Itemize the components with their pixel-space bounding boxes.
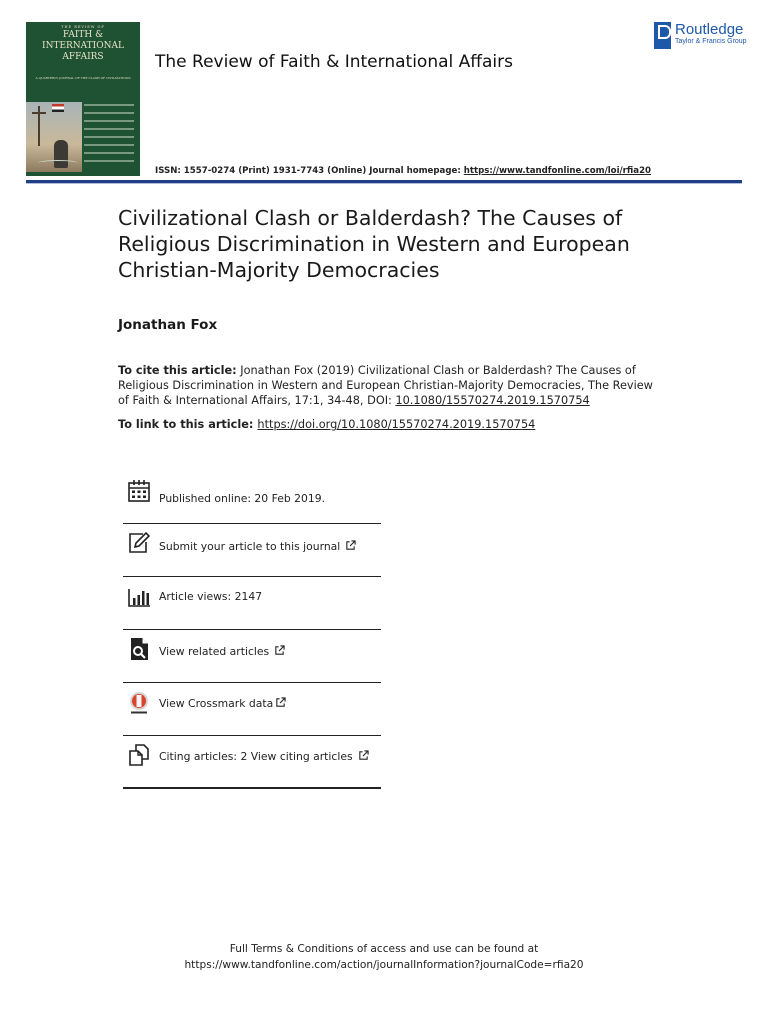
document-search-icon [127,637,151,661]
cover-title-line-3: AFFAIRS [62,52,104,62]
external-link-icon [275,697,286,708]
issn-line [155,166,651,176]
cover-title-line-1: FAITH & [62,30,104,40]
journal-homepage-link[interactable]: https://www.tandfonline.com/loi/rfia20 [463,166,652,176]
related-articles-row[interactable] [123,636,381,680]
divider [123,682,381,683]
divider [123,629,381,630]
cover-logo [38,160,78,166]
crossmark-row[interactable] [123,688,381,732]
article-views-text: Article views: 2147 [159,590,263,603]
citing-articles-row[interactable] [123,742,381,786]
terms-text: Full Terms & Conditions of access and use can be found at [229,943,539,955]
cover-contents [84,104,134,168]
divider [123,787,381,789]
divider [123,523,381,524]
cover-small-title: THE REVIEW OF [61,25,105,29]
citation-block [118,363,658,408]
publisher-subtitle: Taylor & Francis Group [675,38,747,45]
published-online-row [123,478,381,508]
link-label: To link to this article: [118,418,254,431]
submit-article-link[interactable] [159,540,356,553]
crossmark-icon [127,691,151,715]
citing-documents-icon [127,743,151,767]
routledge-logo[interactable] [654,21,746,51]
cover-subtitle: A QUARTERLY JOURNAL OF THE CLASH OF CIVILIZATIONS [35,76,131,80]
cover-title-line-2: INTERNATIONAL [42,41,124,51]
cover-masthead [26,22,140,80]
citing-articles-text: Citing articles: 2 View citing articles [159,750,353,763]
doi-link[interactable]: 10.1080/15570274.2019.1570754 [395,394,590,407]
article-doi-url-link[interactable]: https://doi.org/10.1080/15570274.2019.1570754 [257,418,536,431]
divider [123,735,381,736]
crossmark-link[interactable] [159,697,286,710]
journal-cover-image [26,22,140,176]
crossmark-text: View Crossmark data [159,697,274,710]
citing-articles-link[interactable] [159,750,369,763]
terms-url-link[interactable]: https://www.tandfonline.com/action/journalInformation?journalCode=rfia20 [184,959,584,971]
article-views-row [123,582,381,626]
article-author: Jonathan Fox [118,317,218,333]
edit-icon [127,531,151,555]
external-link-icon [358,750,369,761]
article-title: Civilizational Clash or Balderdash? The Causes of Religious Discrimination in Western and European Christian-Majority Democracies [118,206,630,282]
issn-text: ISSN: 1557-0274 (Print) 1931-7743 (Online) Journal homepage: [155,166,464,176]
calendar-icon [127,479,151,503]
terms-footer [0,941,768,973]
bar-chart-icon [127,585,151,609]
cite-text: Jonathan Fox (2019) Civilizational Clash or Balderdash? The Causes of Religious Discrimination in Western and European Christian-Majority Democracies, The Review of Faith & International Affairs, 17:1, 34-48, DOI: [118,364,653,407]
related-articles-link[interactable] [159,645,285,658]
external-link-icon [345,540,356,551]
published-online-text: Published online: 20 Feb 2019. [159,492,326,505]
journal-title: The Review of Faith & International Affairs [155,52,513,72]
publisher-name: Routledge [675,21,744,38]
submit-article-row[interactable] [123,530,381,574]
external-link-icon [274,645,285,656]
cite-label: To cite this article: [118,364,237,377]
divider [123,576,381,577]
article-link-block [118,417,535,432]
header-divider-shadow [26,183,742,184]
routledge-mark-icon [654,22,671,49]
related-articles-text: View related articles [159,645,270,658]
submit-article-text: Submit your article to this journal [159,540,341,553]
